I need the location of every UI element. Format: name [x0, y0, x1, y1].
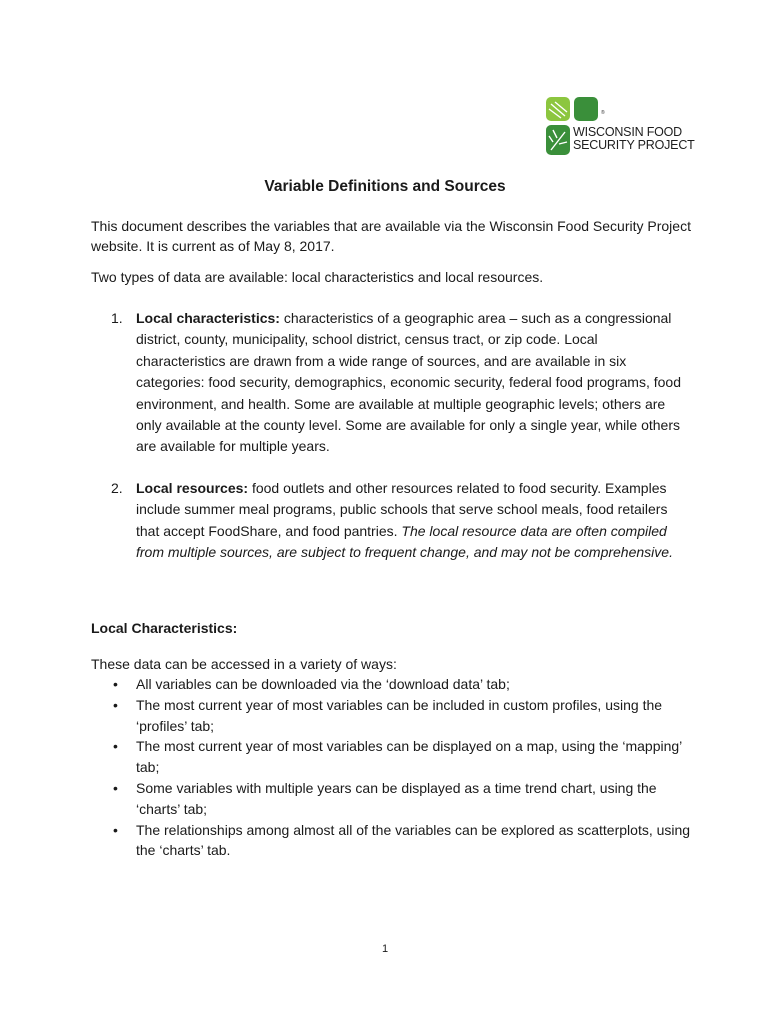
section-heading-local-characteristics: Local Characteristics:: [91, 620, 238, 636]
wisconsin-food-security-project-logo: [543, 96, 695, 160]
list-item-text: The most current year of most variables can be included in custom profiles, using the ‘profiles’ tab;: [136, 696, 663, 734]
list-item-text: Some variables with multiple years can be displayed as a time trend chart, using the ‘charts’ tab;: [136, 779, 657, 817]
list-item: [91, 674, 691, 695]
list-item: [91, 820, 691, 862]
list-item: [91, 736, 691, 778]
intro-paragraph: This document describes the variables that are available via the Wisconsin Food Security Project website. It is current as of May 8, 2017.: [91, 218, 691, 254]
list-item: [91, 778, 691, 820]
logo-square-top-right: [574, 97, 598, 121]
registered-mark: ®: [601, 110, 605, 116]
list-item-text: The most current year of most variables can be displayed on a map, using the ‘mapping’ tab;: [136, 738, 682, 776]
access-intro-paragraph: These data can be accessed in a variety of ways:: [91, 656, 397, 672]
item-italic-note: The local resource data are often compiled from multiple sources, are subject to frequent change, and may not be comprehensive.: [136, 522, 673, 561]
types-intro-paragraph: Two types of data are available: local characteristics and local resources.: [91, 269, 544, 285]
bullet-icon: •: [113, 779, 118, 796]
logo-wordmark: [573, 126, 695, 152]
logo-line-1: WISCONSIN FOOD: [573, 125, 683, 139]
access-methods-list: [91, 674, 691, 861]
item-term: Local resources:: [136, 480, 249, 496]
bullet-icon: •: [113, 676, 118, 692]
item-text: food outlets and other resources related to food security. Examples include summer meal programs, public schools that serve school meals, food retailers that accept FoodShare, and food pantries.: [136, 480, 668, 539]
logo-line-2: SECURITY PROJECT: [573, 138, 695, 152]
item-text: characteristics of a geographic area – such as a congressional district, county, municipality, school district, census tract, or zip code. Local characteristics are drawn from a wide range of sources, and are available in six categories: food security, demographics, economic security, federal food programs, food environment, and health. Some are available at multiple geographic levels; others are only available at the county level. Some are available for only a single year, while others are available for multiple years.: [136, 310, 681, 455]
bullet-icon: •: [113, 738, 118, 755]
item-body: [136, 308, 691, 458]
bullet-icon: •: [113, 821, 118, 838]
bullet-icon: •: [113, 696, 118, 713]
item-body: [136, 478, 691, 564]
page-title: Variable Definitions and Sources: [264, 178, 506, 195]
item-term: Local characteristics:: [136, 310, 280, 326]
list-item: [91, 695, 691, 737]
list-item-text: All variables can be downloaded via the ‘download data’ tab;: [136, 676, 510, 692]
item-number: 2.: [111, 480, 123, 496]
item-number: 1.: [111, 310, 123, 326]
list-item-text: The relationships among almost all of the variables can be explored as scatterplots, using the ‘charts’ tab.: [136, 821, 691, 859]
page-number: 1: [381, 943, 389, 955]
